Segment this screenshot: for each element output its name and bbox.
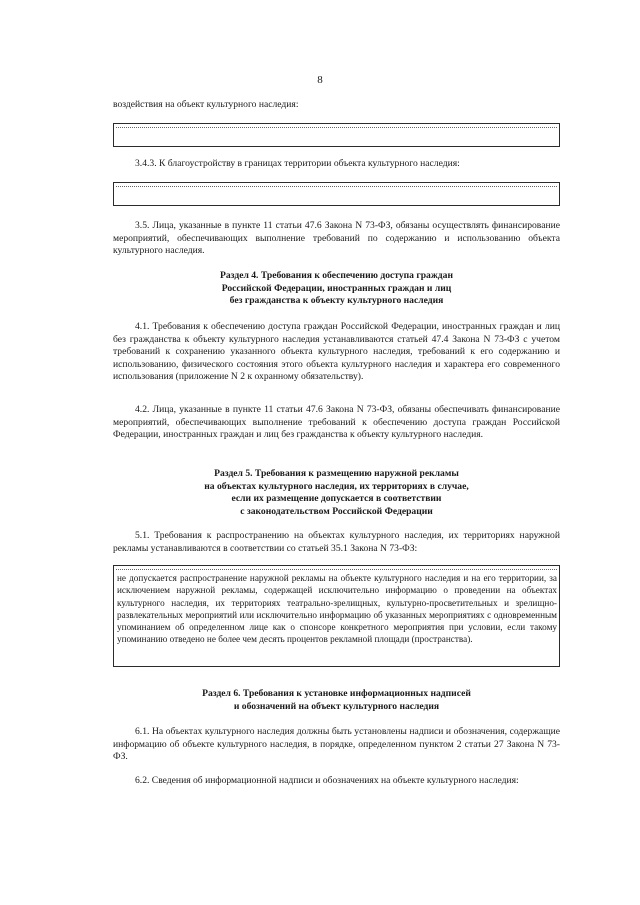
section-6-heading	[113, 688, 560, 713]
paragraph-6-1: 6.1. На объектах культурного наследия должны быть установлены надписи и обозначения, содержащие информацию об объекте культурного наследия, в порядке, определенном пунктом 2 статьи 27 Закона N 73-ФЗ.	[113, 726, 560, 763]
paragraph-3-4-3: 3.4.3. К благоустройству в границах территории объекта культурного наследия:	[135, 158, 460, 169]
field-dotted-line	[116, 127, 557, 128]
heading-line: если их размещение допускается в соответствии	[231, 493, 442, 505]
heading-line: Раздел 6. Требования к установке информационных надписей	[202, 688, 471, 699]
heading-line: на объектах культурного наследия, их территориях в случае,	[204, 480, 469, 492]
section-5-heading	[113, 468, 560, 518]
heading-line: Российской Федерации, иностранных граждан и лиц	[221, 282, 452, 294]
box-dotted-line	[116, 569, 557, 570]
paragraph-4-2: 4.2. Лица, указанные в пункте 11 статьи 47.6 Закона N 73-ФЗ, обязаны обеспечивать финансирование мероприятий, обеспечивающих выполнение требований к обеспечению доступа граждан Российской Федерации, иностранных граждан и лиц без гражданства к объекту культурного наследия.	[113, 404, 560, 441]
heading-line: без гражданства к объекту культурного наследия	[229, 295, 444, 307]
text-line-top: воздействия на объект культурного наследия:	[113, 99, 299, 110]
paragraph-6-2: 6.2. Сведения об информационной надписи и обозначениях на объекте культурного наследия:	[135, 775, 519, 786]
blank-field-landscaping[interactable]	[113, 182, 560, 206]
paragraph-3-5: 3.5. Лица, указанные в пункте 11 статьи 47.6 Закона N 73-ФЗ, обязаны осуществлять финансирование мероприятий, обеспечивающих выполнение требований по содержанию и использованию объекта культурного наследия.	[113, 220, 560, 257]
heading-line: с законодательством Российской Федерации	[240, 505, 433, 517]
section-4-heading	[113, 270, 560, 308]
paragraph-5-1: 5.1. Требования к распространению на объектах культурного наследия, их территориях наружной рекламы устанавливаются в соответствии со статьей 35.1 Закона N 73-ФЗ:	[113, 530, 560, 554]
heading-line: Раздел 5. Требования к размещению наружной рекламы	[214, 468, 459, 479]
paragraph-4-1: 4.1. Требования к обеспечению доступа граждан Российской Федерации, иностранных граждан и лиц без гражданства к объекту культурного наследия устанавливаются статьей 47.4 Закона N 73-ФЗ с учетом требований к сохранению указанного объекта культурного наследия, требований к его содержанию и использованию, физического состояния этого объекта культурного наследия и характера его современного использования (приложение N 2 к охранному обязательству).	[113, 321, 560, 383]
heading-line: и обозначений на объект культурного наследия	[233, 700, 440, 712]
page-number: 8	[317, 74, 323, 86]
blank-field-impact[interactable]	[113, 123, 560, 147]
advertising-requirements-text: не допускается распространение наружной рекламы на объекте культурного наследия и на его территории, за исключением наружной рекламы, содержащей исключительно информацию о проведении на объектах культурного наследия, их территориях театрально-зрелищных, культурно-просветительных и зрелищно-развлекательных мероприятий или исключительно информацию об указанных мероприятиях с одновременным упоминанием об определенном лице как о спонсоре конкретного мероприятия при условии, если такому упоминанию отведено не более чем десять процентов рекламной площади (пространства).	[117, 573, 557, 645]
field-dotted-line	[116, 186, 557, 187]
heading-line: Раздел 4. Требования к обеспечению доступа граждан	[220, 270, 453, 281]
